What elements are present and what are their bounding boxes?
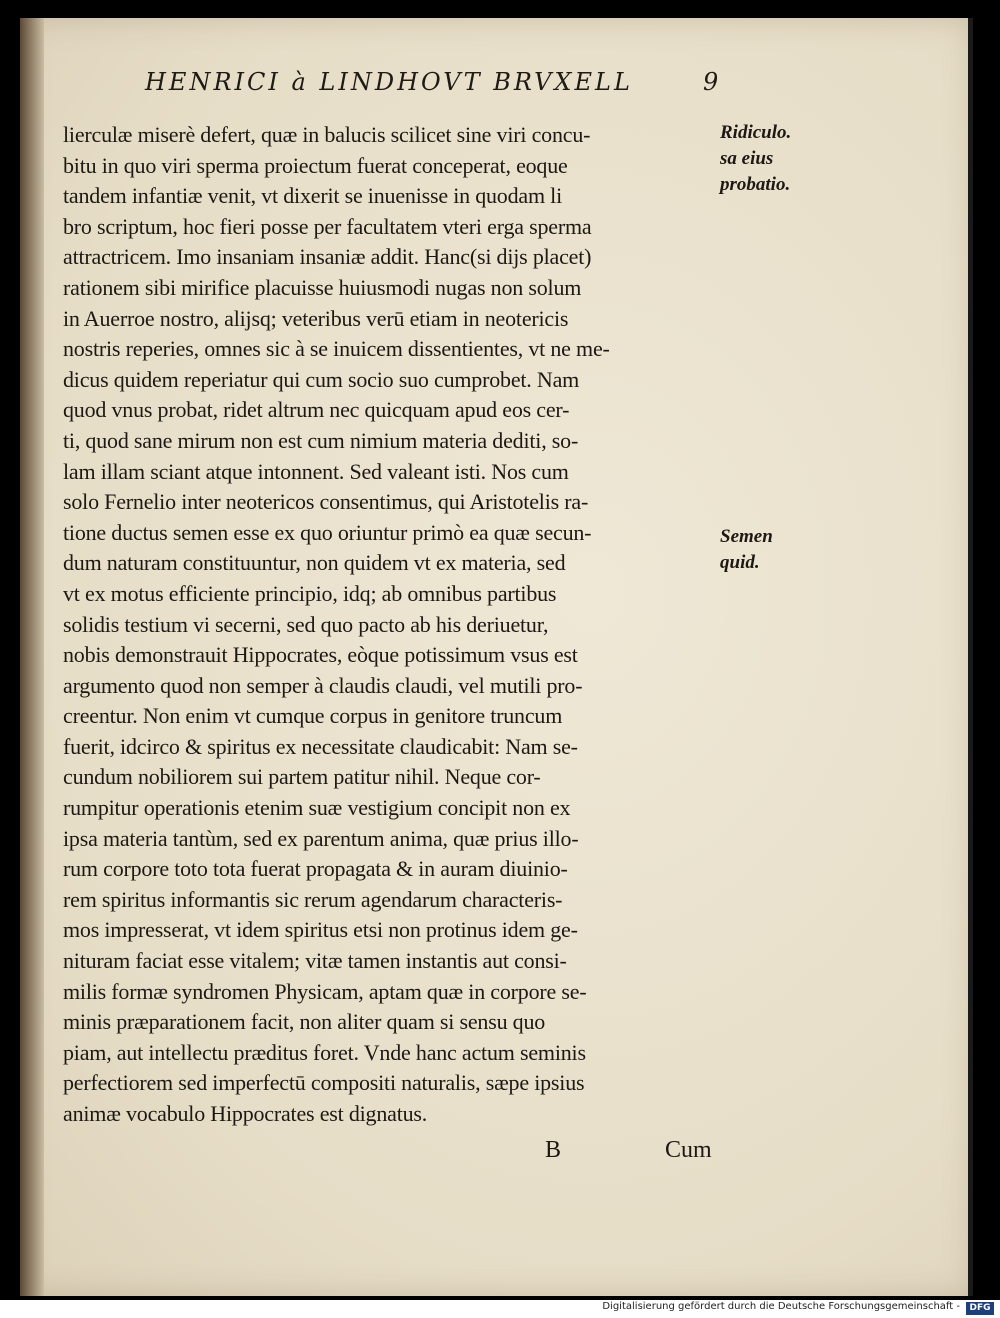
text-line: rum corpore toto tota fuerat propagata & in auram diuinio- (63, 856, 568, 882)
margin-note-line: quid. (720, 552, 760, 573)
margin-note-semen-quid (720, 524, 773, 576)
text-line: in Auerroe nostro, alijsq; veteribus verū etiam in neotericis (63, 305, 569, 331)
text-line: rumpitur operationis etenim suæ vestigium concipit non ex (63, 795, 571, 821)
digitization-footer (0, 1300, 1000, 1318)
footer-credit-text: Digitalisierung gefördert durch die Deutsche Forschungsgemeinschaft - (602, 1301, 960, 1312)
text-line: animæ vocabulo Hippocrates est dignatus. (63, 1101, 428, 1126)
text-line: ipsa materia tantùm, sed ex parentum anima, quæ prius illo- (63, 825, 579, 851)
text-line: dum naturam constituuntur, non quidem vt ex materia, sed (63, 550, 566, 576)
text-line: solidis testium vi secerni, sed quo pacto ab his deriuetur, (63, 611, 549, 637)
text-line: argumento quod non semper à claudis claudi, vel mutili pro- (63, 672, 583, 698)
text-line: quod vnus probat, ridet altrum nec quicquam apud eos cer- (63, 397, 570, 423)
margin-note-line: Ridiculo. (720, 122, 792, 143)
text-line: rem spiritus informantis sic rerum agendarum characteris- (63, 886, 563, 912)
text-line: tandem infantiæ venit, vt dixerit se inuenisse in quodam li (63, 183, 563, 209)
text-line: perfectiorem sed imperfectū compositi naturalis, sæpe ipsius (63, 1070, 585, 1096)
text-line: tione ductus semen esse ex quo oriuntur primò ea quæ secun- (63, 519, 592, 545)
text-line: minis præparationem facit, non aliter quam si sensu quo (63, 1009, 546, 1035)
catchword: Cum (665, 1137, 712, 1163)
signature-mark: B (545, 1137, 562, 1163)
margin-note-ridiculosa (720, 120, 791, 198)
text-line: rationem sibi mirifice placuisse huiusmodi nugas non solum (63, 274, 582, 300)
text-line: ti, quod sane mirum non est cum nimium materia dediti, so- (63, 427, 579, 453)
text-line: vt ex motus efficiente principio, idq; ab omnibus partibus (63, 580, 557, 606)
text-line: mos impresserat, vt idem spiritus etsi non protinus idem ge- (63, 917, 578, 943)
text-line: piam, aut intellectu præditus foret. Vnde hanc actum seminis (63, 1039, 586, 1065)
text-line: fuerit, idcirco & spiritus ex necessitate claudicabit: Nam se- (63, 733, 578, 759)
page-binding-edge (20, 18, 44, 1296)
body-text (63, 120, 723, 1130)
text-line: creentur. Non enim vt cumque corpus in genitore truncum (63, 703, 563, 729)
text-line: attractricem. Imo insaniam insaniæ addit. Hanc(si dijs placet) (63, 244, 592, 270)
page-number: 9 (703, 68, 719, 96)
margin-note-line: probatio. (720, 174, 791, 195)
text-line: nobis demonstrauit Hippocrates, eòque potissimum vsus est (63, 642, 578, 668)
page-right-edge (968, 18, 973, 1296)
text-line: nituram faciat esse vitalem; vitæ tamen instantis aut consi- (63, 948, 567, 974)
text-line: dicus quidem reperiatur qui cum socio suo cumprobet. Nam (63, 366, 580, 392)
margin-note-line: Semen (720, 526, 773, 547)
dfg-logo: DFG (966, 1302, 994, 1315)
text-line: bitu in quo viri sperma proiectum fuerat conceperat, eoque (63, 152, 568, 178)
running-head: HENRICI à LINDHOVT BRVXELL (145, 68, 633, 96)
text-line: lam illam sciant atque intonnent. Sed valeant isti. Nos cum (63, 458, 569, 484)
text-line: solo Fernelio inter neotericos consentimus, qui Aristotelis ra- (63, 489, 589, 515)
text-line: nostris reperies, omnes sic à se inuicem dissentientes, vt ne me- (63, 336, 610, 362)
text-line: lierculæ miserè defert, quæ in balucis scilicet sine viri concu- (63, 122, 591, 147)
margin-note-line: sa eius (720, 148, 774, 169)
text-line: bro scriptum, hoc fieri posse per facultatem vteri erga sperma (63, 213, 592, 239)
text-line: milis formæ syndromen Physicam, aptam quæ in corpore se- (63, 978, 587, 1004)
text-line: cundum nobiliorem sui partem patitur nihil. Neque cor- (63, 764, 541, 790)
